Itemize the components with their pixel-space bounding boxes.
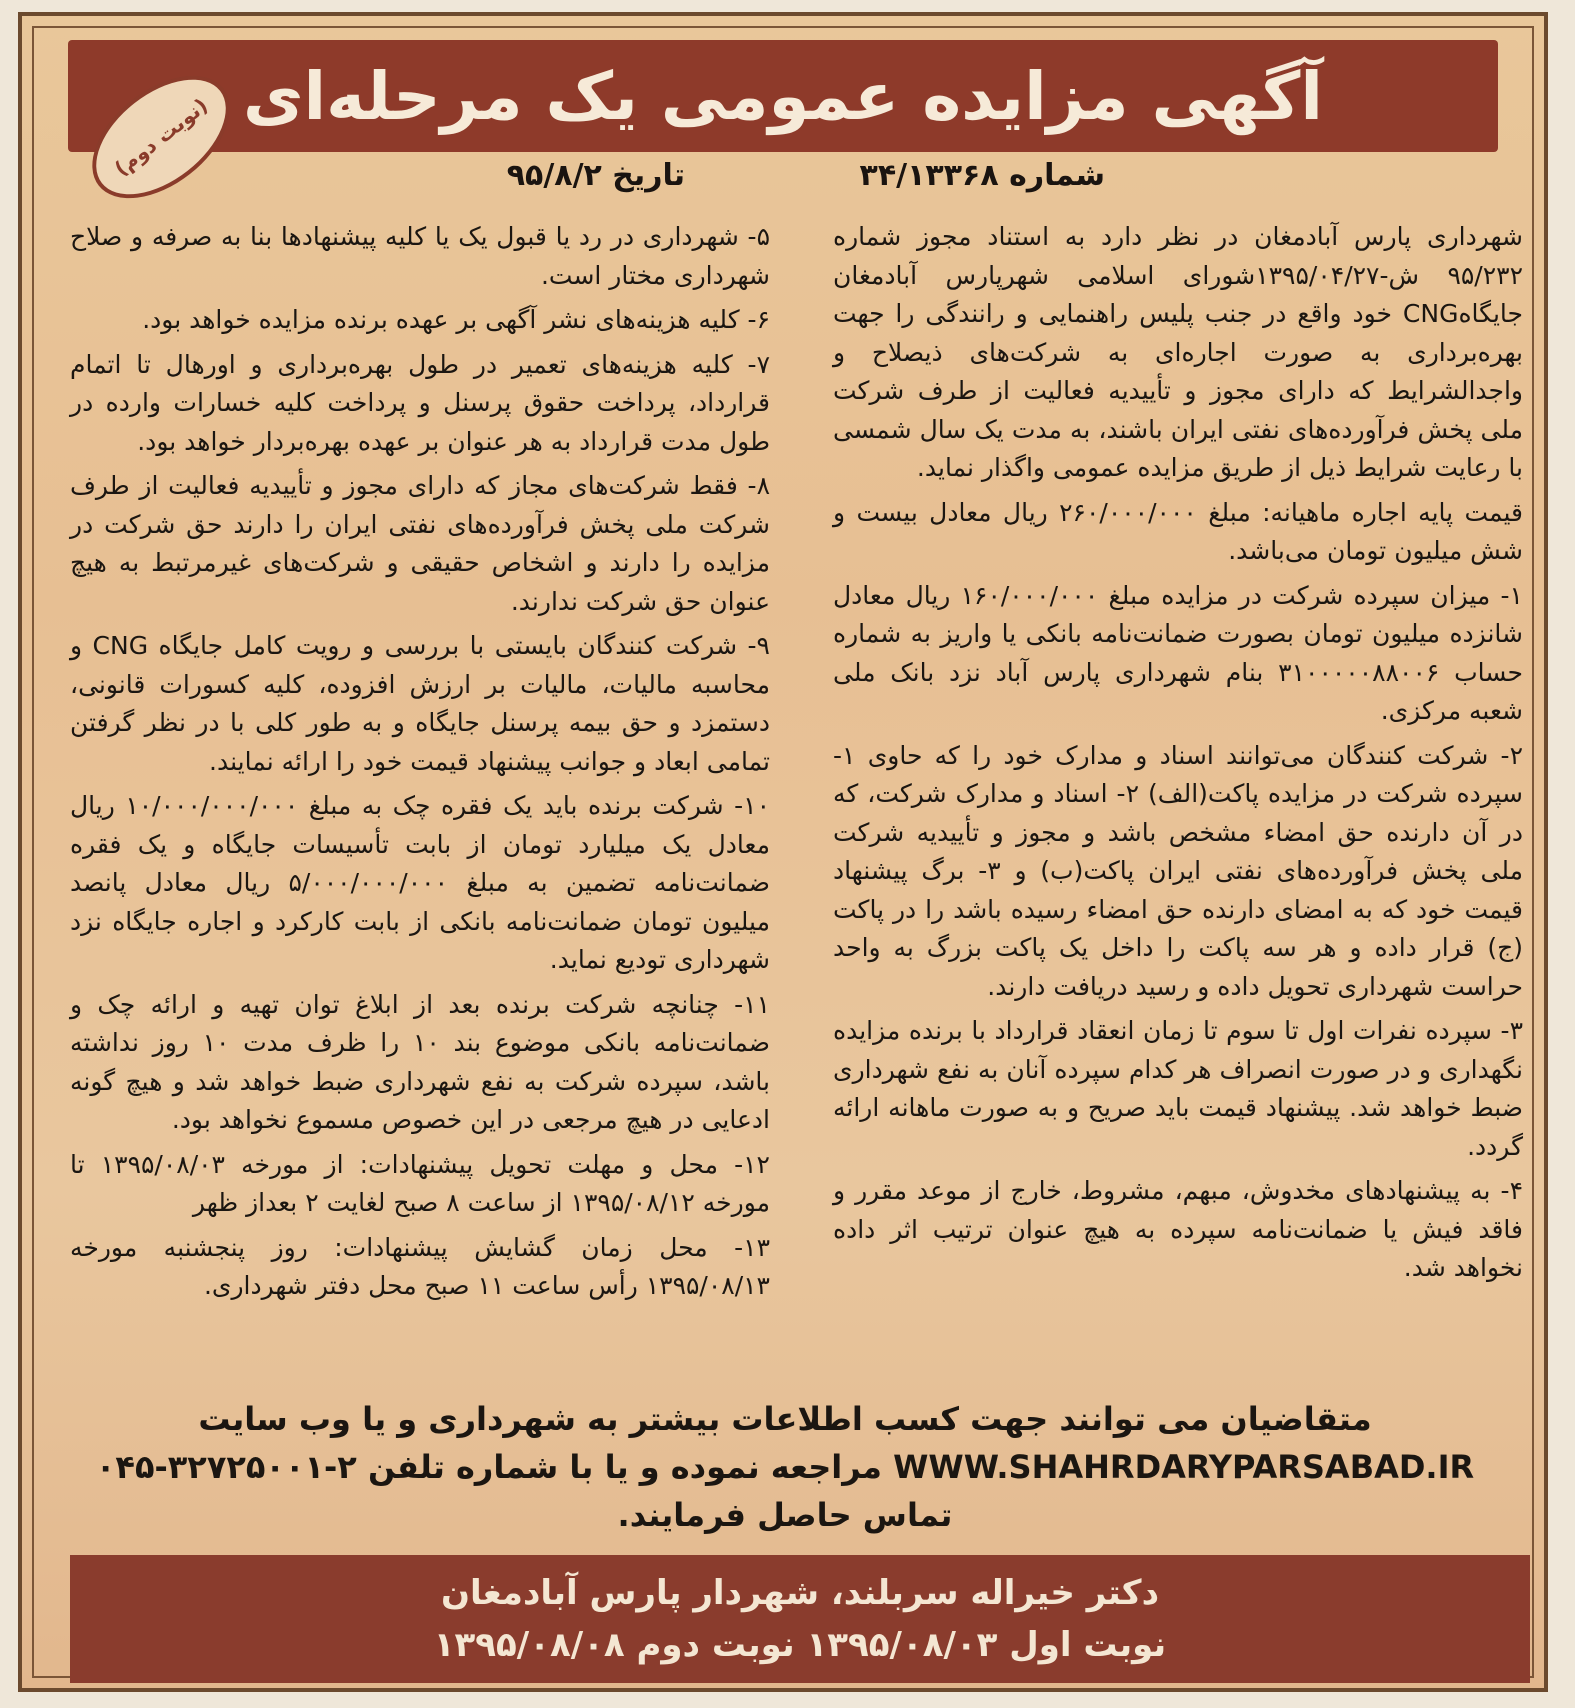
publication-dates: نوبت اول ۱۳۹۵/۰۸/۰۳ نوبت دوم ۱۳۹۵/۰۸/۰۸ xyxy=(433,1625,1167,1665)
clause-3: ۳- سپرده نفرات اول تا سوم تا زمان انعقاد قرارداد با برنده مزایده نگهداری و در صورت انصراف هر کدام سپرده آنان به نفع شهرداری ضبط خواهد شد. پیشنهاد قیمت باید صریح و به صورت ماهانه ارائه گردد. xyxy=(833,1016,1523,1161)
publication-stamp: (نوبت دوم) xyxy=(70,51,252,222)
contact-line-1: متقاضیان می توانند جهت کسب اطلاعات بیشتر به شهرداری و یا وب سایت xyxy=(198,1400,1372,1438)
signatory-name: دکتر خیراله سربلند، شهردار پارس آبادمغان xyxy=(440,1573,1160,1613)
title-banner xyxy=(68,40,1498,152)
notice-number: شماره ۳۴/۱۳۳۶۸ xyxy=(859,158,1105,193)
website-link[interactable]: WWW.SHAHRDARYPARSABAD.IR xyxy=(893,1448,1475,1486)
right-column xyxy=(833,218,1523,1294)
clause-12: ۱۲- محل و مهلت تحویل پیشنهادات: از مورخه ۱۳۹۵/۰۸/۰۳ تا مورخه ۱۳۹۵/۰۸/۱۲ از ساعت ۸ صبح لغایت ۲ بعداز ظهر xyxy=(70,1149,770,1217)
clause-6: ۶- کلیه هزینه‌های نشر آگهی بر عهده برنده مزایده خواهد بود. xyxy=(142,305,770,334)
contact-phone-text: مراجعه نموده و یا با شماره تلفن ۲-۳۲۷۲۵۰۰۱-۰۴۵ xyxy=(95,1448,882,1486)
clause-13: ۱۳- محل زمان گشایش پیشنهادات: روز پنجشنبه مورخه ۱۳۹۵/۰۸/۱۳ رأس ساعت ۱۱ صبح محل دفتر شهرداری. xyxy=(70,1232,770,1300)
clause-8: ۸- فقط شرکت‌های مجاز که دارای مجوز و تأییدیه فعالیت از طرف شرکت ملی پخش فرآورده‌های نفتی ایران را دارند حق شرکت در مزایده را دارند و اشخاص حقیقی و شرکت‌های غیرمرتبط به هیچ عنوان حق شرکت ندارند. xyxy=(70,471,770,616)
signature-banner xyxy=(70,1555,1530,1683)
contact-line-3: تماس حاصل فرمایند. xyxy=(617,1496,953,1534)
contact-note xyxy=(90,1395,1480,1539)
intro-paragraph: شهرداری پارس آبادمغان در نظر دارد به استناد مجوز شماره ۹۵/۲۳۲ ش-۱۳۹۵/۰۴/۲۷شورای اسلامی شهرپارس آبادمغان جایگاهCNG خود واقع در جنب پلیس راهنمایی و رانندگی را جهت بهره‌برداری به صورت اجاره‌ای به شرکت‌های ذیصلاح و واجدالشرایط که دارای مجوز و تأییدیه فعالیت از طرف شرکت ملی پخش فرآورده‌های نفتی ایران باشند، به مدت یک سال شمسی با رعایت شرایط ذیل از طریق مزایده عمومی واگذار نماید. xyxy=(833,222,1523,482)
base-price-paragraph: قیمت پایه اجاره ماهیانه: مبلغ ۲۶۰/۰۰۰/۰۰۰ ریال معادل بیست و شش میلیون تومان می‌باشد. xyxy=(833,497,1523,565)
clause-4: ۴- به پیشنهادهای مخدوش، مبهم، مشروط، خارج از موعد مقرر و فاقد فیش یا ضمانت‌نامه سپرده به هیچ عنوان ترتیب اثر داده نخواهد شد. xyxy=(833,1176,1523,1282)
clause-10: ۱۰- شرکت برنده باید یک فقره چک به مبلغ ۱۰/۰۰۰/۰۰۰/۰۰۰ ریال معادل یک میلیارد تومان از بابت تأسیسات جایگاه و یک فقره ضمانت‌نامه تضمین به مبلغ ۵/۰۰۰/۰۰۰/۰۰۰ ریال معادل پانصد میلیون تومان ضمانت‌نامه بانکی از بابت کارکرد و اجاره جایگاه نزد شهرداری تودیع نماید. xyxy=(70,791,770,974)
clause-1: ۱- میزان سپرده شرکت در مزایده مبلغ ۱۶۰/۰۰۰/۰۰۰ ریال معادل شانزده میلیون تومان بصورت ضمانت‌نامه بانکی یا واریز به شماره حساب ۳۱۰۰۰۰۰۸۸۰۰۶ بنام شهرداری پارس آباد نزد بانک ملی شعبه مرکزی. xyxy=(833,580,1524,725)
contact-line-2 xyxy=(90,1443,1480,1491)
clause-11: ۱۱- چنانچه شرکت برنده بعد از ابلاغ توان تهیه و ارائه چک و ضمانت‌نامه بانکی موضوع بند ۱۰ را ظرف مدت ۱۰ روز نداشته باشد، سپرده شرکت به نفع شهرداری ضبط خواهد شد و هیچ گونه ادعایی در هیچ مرجعی در این خصوص مسموع نخواهد بود. xyxy=(70,989,770,1134)
notice-date: تاریخ ۹۵/۸/۲ xyxy=(506,158,685,193)
clause-2: ۲- شرکت کنندگان می‌توانند اسناد و مدارک خود را که حاوی ۱- سپرده شرکت در مزایده پاکت(الف) ۲- اسناد و مدارک شرکت، که در آن دارنده حق امضاء مشخص باشد و مجوز و تأییدیه شرکت ملی پخش فرآورده‌های نفتی ایران پاکت(ب) و ۳- برگ پیشنهاد قیمت خود که به امضای دارنده حق امضاء رسیده باشد را در پاکت (ج) قرار داده و هر سه پاکت را داخل یک پاکت بزرگ به واحد حراست شهرداری تحویل داده و رسید دریافت دارند. xyxy=(833,740,1523,1001)
notice-title: آگهی مزایده عمومی یک مرحله‌ای xyxy=(243,57,1323,135)
left-column xyxy=(70,218,770,1312)
clause-7: ۷- کلیه هزینه‌های تعمیر در طول بهره‌برداری و اورهال تا اتمام قرارداد، پرداخت حقوق پرسنل و پرداخت کلیه خسارات وارده در طول مدت قرارداد به هر عنوان بر عهده بهره‌بردار خواهد بود. xyxy=(70,349,770,456)
clause-5: ۵- شهرداری در رد یا قبول یک یا کلیه پیشنهادها بنا به صرفه و صلاح شهرداری مختار است. xyxy=(70,222,770,290)
clause-9: ۹- شرکت کنندگان بایستی با بررسی و رویت کامل جایگاه CNG و محاسبه مالیات، مالیات بر ارزش افزوده، کلیه کسورات قانونی، دستمزد و حق بیمه پرسنل جایگاه و به طور کلی با در نظر گرفتن تمامی ابعاد و جوانب پیشنهاد قیمت خود را ارائه نمایند. xyxy=(70,631,770,776)
